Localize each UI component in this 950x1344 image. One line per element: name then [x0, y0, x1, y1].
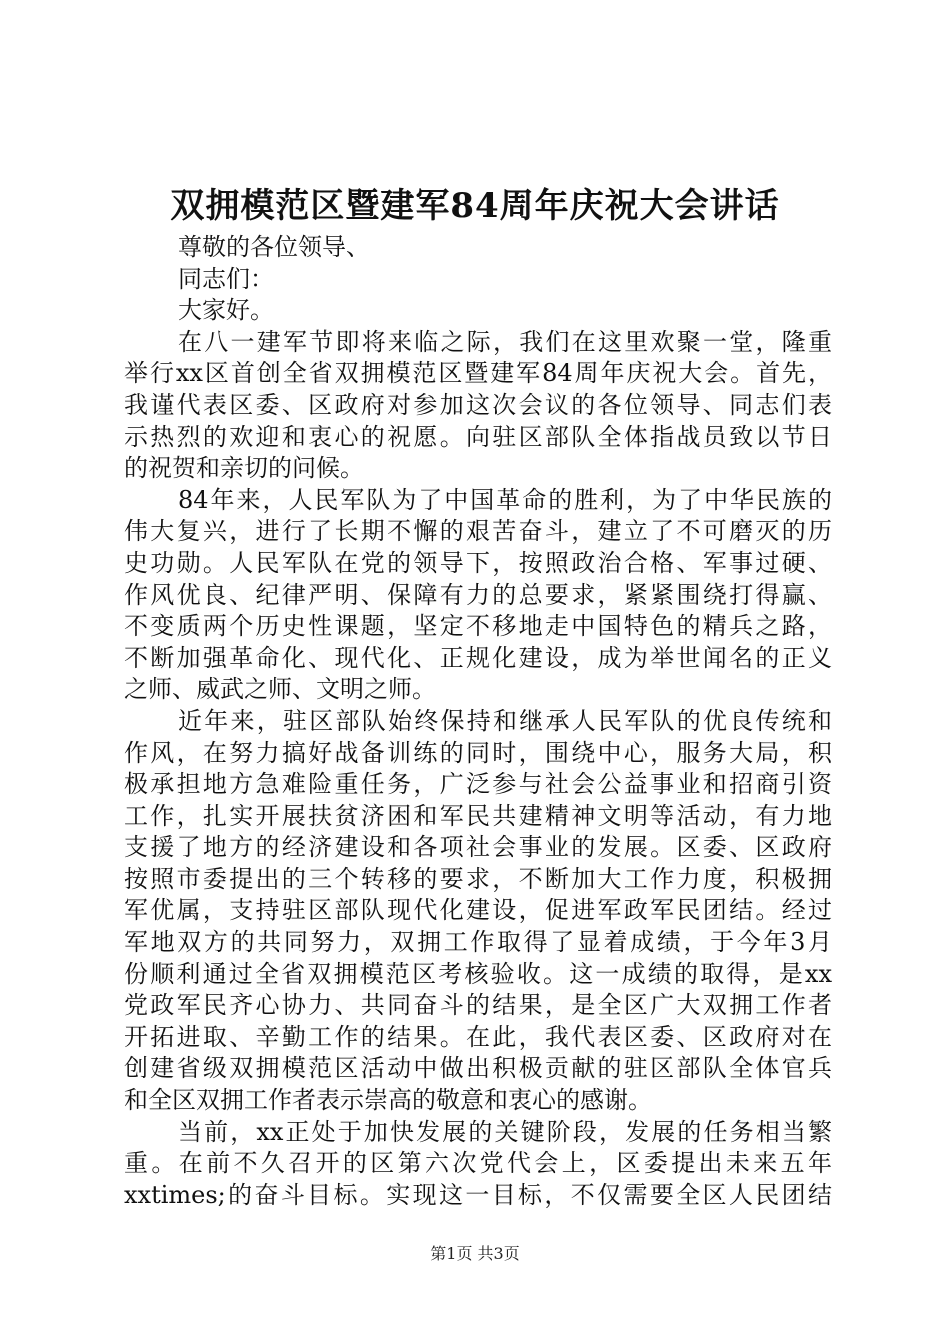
- body-line: 开拓进取、辛勤工作的结果。在此，我代表区委、区政府对在: [124, 1022, 832, 1051]
- body-line: 按照市委提出的三个转移的要求，不断加大工作力度，积极拥: [124, 864, 832, 893]
- body-line: 大家好。: [178, 296, 274, 325]
- body-line: 工作，扎实开展扶贫济困和军民共建精神文明等活动，有力地: [124, 801, 832, 830]
- body-line: 尊敬的各位领导、: [178, 233, 370, 261]
- body-line: 同志们：: [178, 264, 274, 293]
- body-line: 作风，在努力搞好战备训练的同时，围绕中心，服务大局，积: [124, 738, 832, 767]
- body-line: 史功勋。人民军队在党的领导下，按照政治合格、军事过硬、: [124, 548, 832, 577]
- page-footer: 第1页 共3页: [430, 1244, 520, 1263]
- body-line: 之师、威武之师、文明之师。: [124, 675, 436, 704]
- body-line: 我谨代表区委、区政府对参加这次会议的各位领导、同志们表: [124, 390, 832, 419]
- document-title: 双拥模范区暨建军84周年庆祝大会讲话: [170, 186, 780, 226]
- body-line: 示热烈的欢迎和衷心的祝愿。向驻区部队全体指战员致以节日: [124, 422, 832, 451]
- body-line: 极承担地方急难险重任务，广泛参与社会公益事业和招商引资: [124, 770, 832, 799]
- body-line: 支援了地方的经济建设和各项社会事业的发展。区委、区政府: [124, 833, 832, 862]
- body-line: 军地双方的共同努力，双拥工作取得了显着成绩，于今年3月: [124, 928, 832, 957]
- body-line: 在八一建军节即将来临之际，我们在这里欢聚一堂，隆重: [178, 327, 832, 356]
- body-line: 近年来，驻区部队始终保持和继承人民军队的优良传统和: [178, 706, 832, 735]
- body-line: xxtimes;的奋斗目标。实现这一目标，不仅需要全区人民团结: [124, 1180, 832, 1209]
- body-line: 党政军民齐心协力、共同奋斗的结果，是全区广大双拥工作者: [124, 991, 832, 1020]
- body-line: 举行xx区首创全省双拥模范区暨建军84周年庆祝大会。首先，: [124, 359, 832, 388]
- body-line: 不变质两个历史性课题，坚定不移地走中国特色的精兵之路，: [124, 612, 832, 641]
- body-line: 不断加强革命化、现代化、正规化建设，成为举世闻名的正义: [124, 643, 832, 672]
- body-line: 份顺利通过全省双拥模范区考核验收。这一成绩的取得，是xx: [124, 959, 832, 988]
- body-line: 当前，xx正处于加快发展的关键阶段，发展的任务相当繁: [178, 1117, 832, 1146]
- body-line: 作风优良、纪律严明、保障有力的总要求，紧紧围绕打得赢、: [124, 580, 832, 609]
- document-body: [124, 232, 832, 1211]
- body-line: 的祝贺和亲切的问候。: [124, 454, 364, 483]
- body-line: 军优属，支持驻区部队现代化建设，促进军政军民团结。经过: [124, 896, 832, 925]
- body-line: 84年来，人民军队为了中国革命的胜利，为了中华民族的: [178, 485, 832, 514]
- body-line: 重。在前不久召开的区第六次党代会上，区委提出未来五年: [124, 1149, 832, 1178]
- body-line: 创建省级双拥模范区活动中做出积极贡献的驻区部队全体官兵: [124, 1054, 832, 1083]
- body-line: 伟大复兴，进行了长期不懈的艰苦奋斗，建立了不可磨灭的历: [124, 517, 832, 546]
- body-line: 和全区双拥工作者表示崇高的敬意和衷心的感谢。: [124, 1086, 652, 1115]
